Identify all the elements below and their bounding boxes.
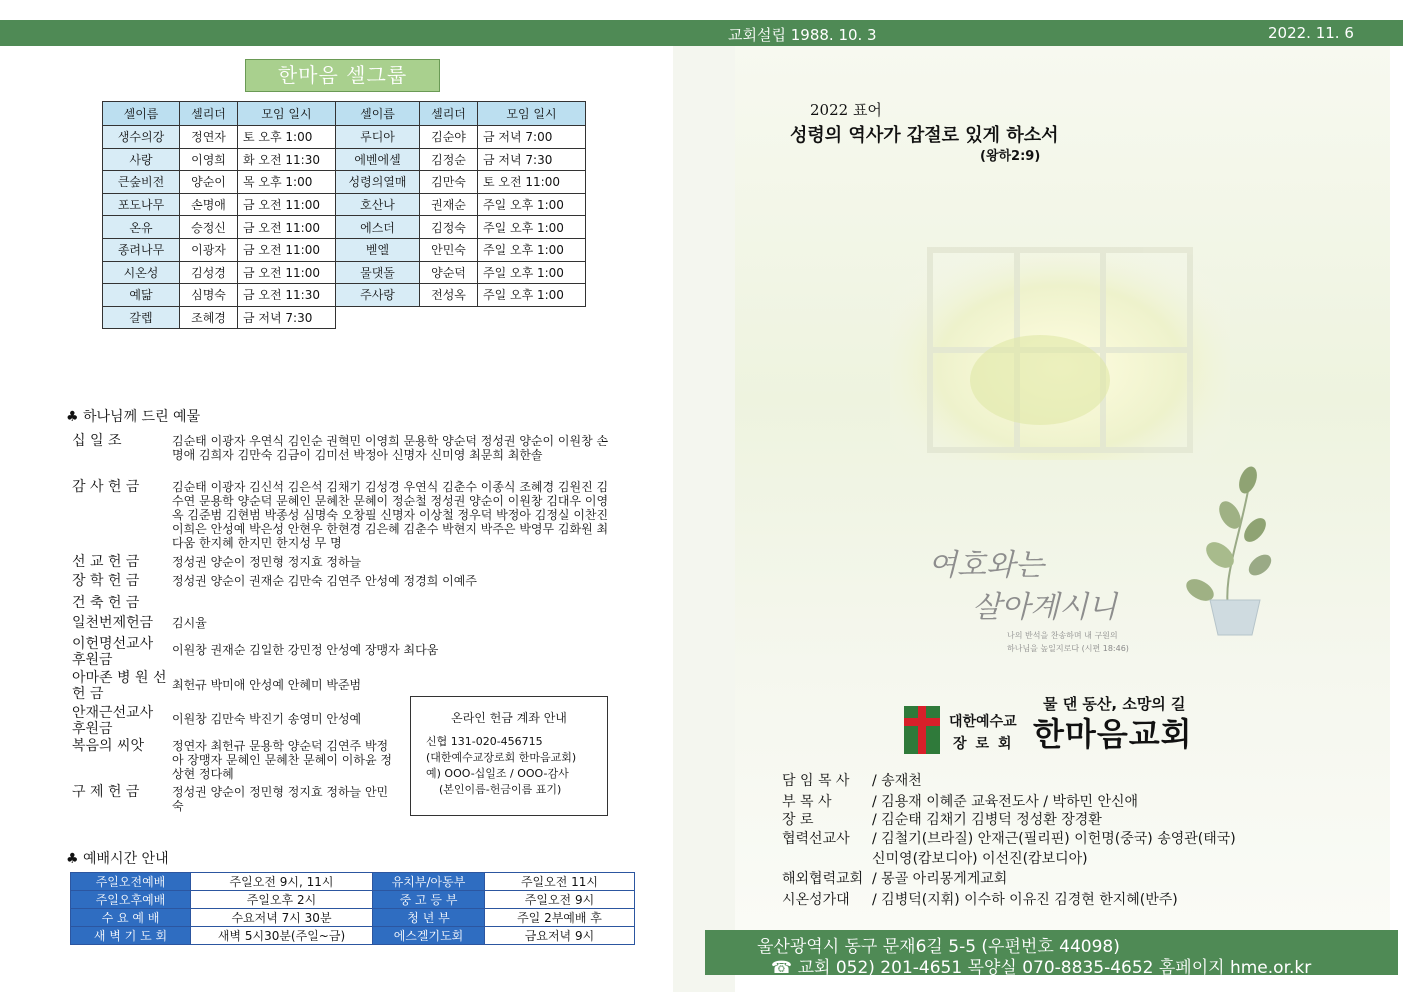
service-time: 주일오전 9시, 11시 bbox=[191, 873, 373, 891]
service-time: 금요저녁 9시 bbox=[485, 927, 635, 945]
meeting-time: 주일 오후 1:00 bbox=[478, 216, 586, 239]
staff-role: 장 로 bbox=[782, 812, 814, 828]
church-address: 울산광역시 동구 문재6길 5-5 (우편번호 44098) bbox=[757, 937, 1120, 957]
offering-label: 선 교 헌 금 bbox=[72, 554, 140, 570]
offering-label: 장 학 헌 금 bbox=[72, 573, 140, 589]
service-name: 주일오후예배 bbox=[71, 891, 191, 909]
motto-verse: (왕하2:9) bbox=[980, 149, 1041, 164]
scripture-caption: 나의 반석을 찬송하며 내 구원의 bbox=[1007, 631, 1118, 640]
offering-row bbox=[72, 480, 617, 550]
offering-row bbox=[72, 785, 392, 815]
account-line: (대한예수교장로회 한마음교회) bbox=[426, 751, 577, 764]
table-row bbox=[103, 284, 586, 307]
top-bar bbox=[0, 20, 1403, 46]
cell-leader: 김정숙 bbox=[420, 216, 478, 239]
calligraphy-line-1: 여호와는 bbox=[928, 548, 1044, 583]
table-header-row bbox=[103, 102, 586, 126]
service-time: 주일오전 11시 bbox=[485, 873, 635, 891]
online-account-title: 온라인 헌금 계좌 안내 bbox=[451, 711, 567, 725]
offering-names: 정성권 양순이 정민형 정지효 정하늘 안민숙 bbox=[172, 785, 389, 813]
account-line: 예) OOO-십일조 / OOO-감사 bbox=[426, 767, 569, 780]
service-time: 주일오전 9시 bbox=[485, 891, 635, 909]
church-cross-logo-icon bbox=[902, 704, 942, 756]
offering-names: 최헌규 박미애 안성예 안혜미 박준범 bbox=[172, 678, 362, 692]
col-header: 모임 일시 bbox=[238, 102, 336, 126]
table-row bbox=[71, 873, 635, 891]
service-time: 주일 2부예배 후 bbox=[485, 909, 635, 927]
service-time: 수요저녁 7시 30분 bbox=[191, 909, 373, 927]
scripture-caption: 하나님을 높일지로다 (시편 18:46) bbox=[1007, 644, 1129, 653]
table-row bbox=[103, 261, 586, 284]
meeting-time: 주일 오후 1:00 bbox=[478, 284, 586, 307]
cell-name: 생수의강 bbox=[103, 126, 180, 149]
cell-leader: 김순야 bbox=[420, 126, 478, 149]
offering-names: 이원창 권재순 김일한 강민정 안성예 장맹자 최다움 bbox=[172, 643, 439, 657]
service-name: 청 년 부 bbox=[373, 909, 485, 927]
table-row bbox=[103, 171, 586, 194]
offerings-title: ♣ 하나님께 드린 예물 bbox=[66, 409, 201, 425]
meeting-time: 화 오전 11:30 bbox=[238, 148, 336, 171]
staff-names: / 김병덕(지휘) 이수하 이유진 김경현 한지혜(반주) bbox=[872, 892, 1178, 908]
meeting-time: 금 저녁 7:30 bbox=[238, 306, 336, 329]
offering-row bbox=[72, 739, 392, 783]
year-label: 2022 표어 bbox=[810, 101, 882, 119]
offering-label: 건 축 헌 금 bbox=[72, 595, 140, 611]
cell-leader: 정연자 bbox=[180, 126, 238, 149]
bulletin-date: 2022. 11. 6 bbox=[1268, 24, 1354, 42]
table-row bbox=[103, 238, 586, 261]
cell-leader: 전성옥 bbox=[420, 284, 478, 307]
church-slogan: 물 댄 동산, 소망의 길 bbox=[1043, 695, 1186, 713]
offering-label: 일천번제헌금 bbox=[72, 615, 154, 631]
church-name: 한마음교회 bbox=[1033, 715, 1193, 753]
offering-label: 아마존 병 원 선 헌 금 bbox=[72, 670, 167, 702]
offering-row bbox=[72, 574, 617, 590]
plant-icon bbox=[1160, 460, 1280, 640]
window-illustration bbox=[890, 230, 1230, 460]
cell-leader: 이광자 bbox=[180, 238, 238, 261]
page-gutter bbox=[673, 46, 735, 992]
col-header: 모임 일시 bbox=[478, 102, 586, 126]
staff-names: / 김철기(브라질) 안재근(필리핀) 이헌명(중국) 송영관(태국) bbox=[872, 831, 1236, 847]
col-header: 셀리더 bbox=[180, 102, 238, 126]
worship-title: ♣ 예배시간 안내 bbox=[66, 851, 169, 867]
service-name: 주일오전예배 bbox=[71, 873, 191, 891]
meeting-time: 금 오전 11:00 bbox=[238, 216, 336, 239]
meeting-time: 금 오전 11:00 bbox=[238, 261, 336, 284]
cell-name: 성령의열매 bbox=[336, 171, 420, 194]
cell-name: 벧엘 bbox=[336, 238, 420, 261]
staff-names: / 송재천 bbox=[872, 773, 922, 789]
cell-leader: 조혜경 bbox=[180, 306, 238, 329]
offering-label: 이헌명선교사 후원금 bbox=[72, 636, 154, 668]
meeting-time: 주일 오후 1:00 bbox=[478, 238, 586, 261]
cell-leader: 심명숙 bbox=[180, 284, 238, 307]
cell-name: 주사랑 bbox=[336, 284, 420, 307]
church-contact: ☎ 교회 052) 201-4651 목양실 070-8835-4652 홈페이지 hme.or.kr bbox=[771, 958, 1312, 978]
staff-role: 협력선교사 bbox=[782, 831, 850, 847]
service-name: 유치부/아동부 bbox=[373, 873, 485, 891]
denomination-line-2: 장로회 bbox=[953, 736, 1021, 752]
cell-leader: 양순덕 bbox=[420, 261, 478, 284]
offering-names: 김순태 이광자 김신석 김은석 김채기 김성경 우연식 김춘수 이종식 조혜경 김원진 김수연 문용학 양순덕 문혜인 문혜찬 문혜이 정순철 정성권 양순이 이원창 김대우 이영옥 김준범 김현범 박종성 심명숙 오창필 신명자 이상철 정우덕 박정아 김정실 이찬진 이희은 안성예 박은성 안현우 한현경 김은혜 김춘수 박현지 박주은 박영무 김화원 최다움 한지혜 한지민 한지성 무 명 bbox=[172, 480, 609, 550]
offering-names: 이원창 김만숙 박진기 송영미 안성예 bbox=[172, 712, 362, 726]
cell-name: 포도나무 bbox=[103, 193, 180, 216]
cell-name: 종려나무 bbox=[103, 238, 180, 261]
cell-name: 호산나 bbox=[336, 193, 420, 216]
meeting-time: 금 오전 11:30 bbox=[238, 284, 336, 307]
offering-row bbox=[72, 636, 617, 668]
offering-row bbox=[72, 434, 617, 476]
cell-name: 루디아 bbox=[336, 126, 420, 149]
meeting-time: 금 저녁 7:00 bbox=[478, 126, 586, 149]
cell-leader: 승정신 bbox=[180, 216, 238, 239]
cell-name: 사랑 bbox=[103, 148, 180, 171]
cell-name: 에스더 bbox=[336, 216, 420, 239]
cell-name: 예닮 bbox=[103, 284, 180, 307]
worship-time-table bbox=[70, 872, 635, 945]
meeting-time: 토 오후 1:00 bbox=[238, 126, 336, 149]
cell-name: 물댓돌 bbox=[336, 261, 420, 284]
service-time: 새벽 5시30분(주일~금) bbox=[191, 927, 373, 945]
cell-leader: 손명애 bbox=[180, 193, 238, 216]
col-header: 셀이름 bbox=[336, 102, 420, 126]
cell-leader: 안민숙 bbox=[420, 238, 478, 261]
offering-names: 정성권 양순이 권재순 김만숙 김연주 안성예 정경희 이예주 bbox=[172, 574, 477, 588]
service-name: 에스겔기도회 bbox=[373, 927, 485, 945]
staff-role: 시온성가대 bbox=[782, 892, 850, 908]
online-account-box bbox=[410, 696, 608, 816]
offering-names: 김순태 이광자 우연식 김인순 권혁민 이영희 문용학 양순덕 정성권 양순이 이원창 손명애 김희자 김만숙 김금이 김미선 박정아 신명자 신미영 최문희 최한솔 bbox=[172, 434, 609, 462]
offering-row bbox=[72, 596, 617, 612]
staff-names: / 몽골 아리몽게게교회 bbox=[872, 871, 1008, 887]
service-name: 수 요 예 배 bbox=[71, 909, 191, 927]
staff-names: 신미영(캄보디아) 이선진(캄보디아) bbox=[872, 851, 1088, 867]
cell-name: 큰숲비전 bbox=[103, 171, 180, 194]
col-header: 셀리더 bbox=[420, 102, 478, 126]
cell-leader: 양순이 bbox=[180, 171, 238, 194]
offering-row bbox=[72, 555, 617, 571]
staff-names: / 김용재 이혜준 교육전도사 / 박하민 안신애 bbox=[872, 794, 1139, 810]
offering-label: 감 사 헌 금 bbox=[72, 479, 140, 495]
denomination-line-1: 대한예수교 bbox=[949, 714, 1017, 730]
cell-leader: 이영희 bbox=[180, 148, 238, 171]
table-row bbox=[71, 927, 635, 945]
table-row bbox=[71, 891, 635, 909]
motto: 성령의 역사가 갑절로 있게 하소서 bbox=[790, 125, 1059, 146]
calligraphy-line-2: 살아계시니 bbox=[972, 590, 1117, 625]
established-date: 교회설립 1988. 10. 3 bbox=[728, 26, 877, 44]
meeting-time: 토 오전 11:00 bbox=[478, 171, 586, 194]
col-header: 셀이름 bbox=[103, 102, 180, 126]
cell-name: 에벤에셀 bbox=[336, 148, 420, 171]
cell-group-table bbox=[102, 101, 586, 329]
meeting-time: 금 오전 11:00 bbox=[238, 193, 336, 216]
staff-names: / 김순태 김채기 김병덕 정성환 장경환 bbox=[872, 812, 1102, 828]
cell-leader: 김성경 bbox=[180, 261, 238, 284]
table-row bbox=[103, 216, 586, 239]
offering-label: 복음의 씨앗 bbox=[72, 738, 145, 754]
offering-names: 김시율 bbox=[172, 616, 207, 630]
service-time: 주일오후 2시 bbox=[191, 891, 373, 909]
staff-role: 담 임 목 사 bbox=[782, 773, 850, 789]
cell-name: 온유 bbox=[103, 216, 180, 239]
table-row bbox=[103, 148, 586, 171]
meeting-time: 금 저녁 7:30 bbox=[478, 148, 586, 171]
table-row bbox=[103, 306, 586, 329]
cell-name: 갈렙 bbox=[103, 306, 180, 329]
cell-leader: 김정순 bbox=[420, 148, 478, 171]
cell-name: 시온성 bbox=[103, 261, 180, 284]
meeting-time: 금 오전 11:00 bbox=[238, 238, 336, 261]
footer-bar bbox=[705, 930, 1398, 978]
meeting-time: 주일 오후 1:00 bbox=[478, 261, 586, 284]
offering-names: 정연자 최헌규 문용학 양순덕 김연주 박정아 장맹자 문혜인 문혜찬 문혜이 이하윤 정상현 정다혜 bbox=[172, 739, 392, 781]
offering-label: 십 일 조 bbox=[72, 433, 122, 449]
offering-row bbox=[72, 616, 617, 632]
offering-label: 안재근선교사 후원금 bbox=[72, 705, 154, 737]
table-row bbox=[103, 126, 586, 149]
offering-names: 정성권 양순이 정민형 정지효 정하늘 bbox=[172, 555, 362, 569]
account-line: 신협 131-020-456715 bbox=[426, 735, 543, 748]
meeting-time: 목 오후 1:00 bbox=[238, 171, 336, 194]
staff-role: 부 목 사 bbox=[782, 794, 832, 810]
table-row bbox=[71, 909, 635, 927]
service-name: 중 고 등 부 bbox=[373, 891, 485, 909]
table-row bbox=[103, 193, 586, 216]
staff-role: 해외협력교회 bbox=[782, 871, 864, 887]
service-name: 새 벽 기 도 회 bbox=[71, 927, 191, 945]
cell-group-title: 한마음 셀그룹 bbox=[245, 59, 440, 92]
cell-leader: 김만숙 bbox=[420, 171, 478, 194]
cell-leader: 권재순 bbox=[420, 193, 478, 216]
offering-label: 구 제 헌 금 bbox=[72, 784, 140, 800]
meeting-time: 주일 오후 1:00 bbox=[478, 193, 586, 216]
account-line: (본인이름-헌금이름 표기) bbox=[439, 783, 562, 796]
